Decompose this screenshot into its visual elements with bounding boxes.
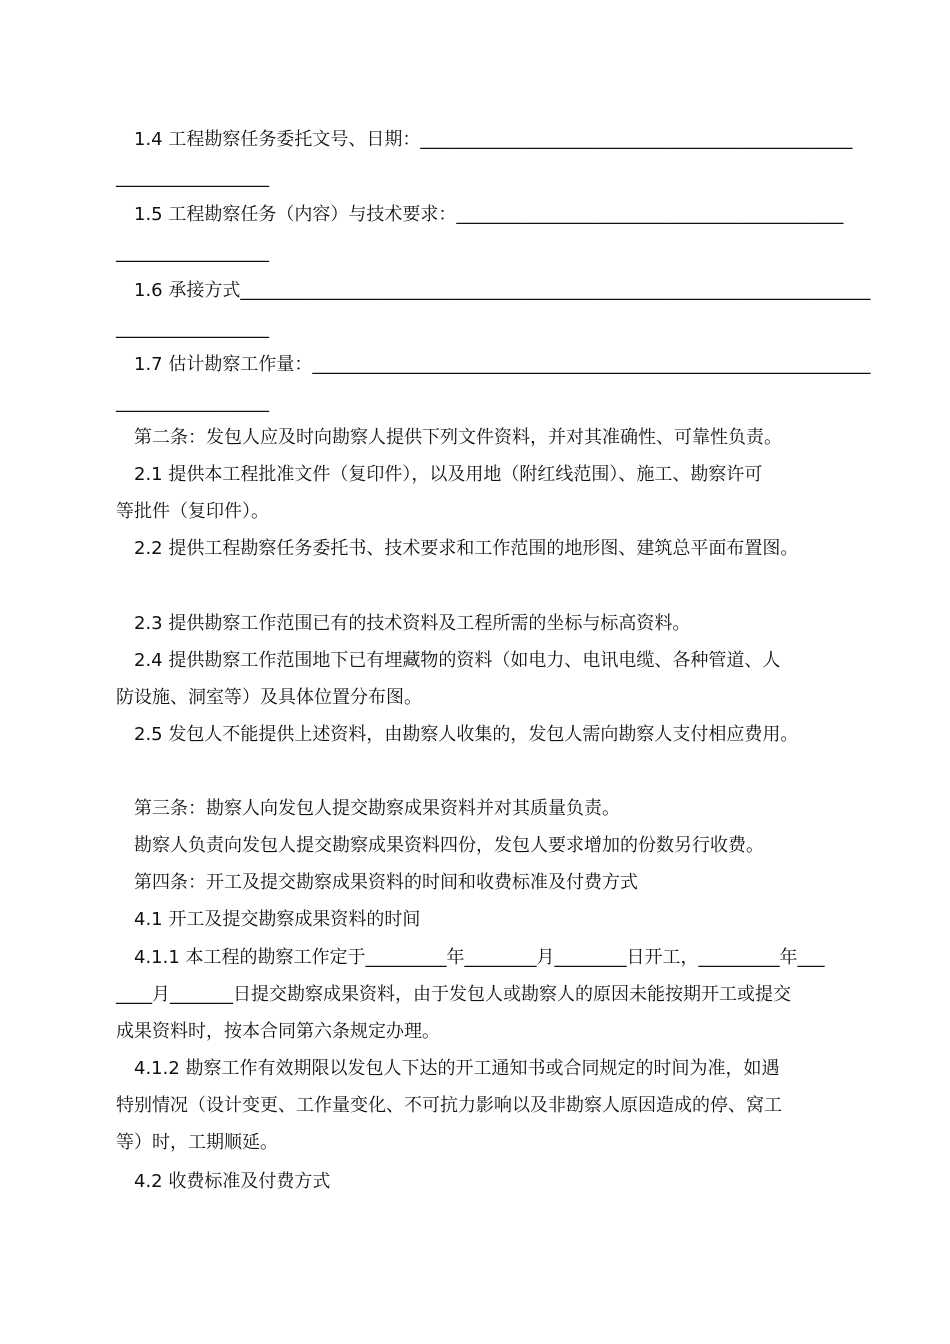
clause-4-1-2-continuation-2: 等）时，工期顺延。 <box>116 1132 278 1153</box>
article-3-heading: 第三条：勘察人向发包人提交勘察成果资料并对其质量负责。 <box>134 798 620 819</box>
clause-4-2: 4.2 收费标准及付费方式 <box>134 1171 331 1192</box>
clause-4-1-1-continuation: ____月_______日提交勘察成果资料，由于发包人或勘察人的原因未能按期开工或提交 <box>116 984 791 1005</box>
clause-4-1-1: 4.1.1 本工程的勘察工作定于_________年________月________日开工，_________年___ <box>134 947 825 968</box>
clause-2-1-continuation: 等批件（复印件）。 <box>116 501 269 522</box>
clause-4-1-2: 4.1.2 勘察工作有效期限以发包人下达的开工通知书或合同规定的时间为准，如遇 <box>134 1058 780 1079</box>
clause-1-6: 1.6 承接方式______________________________________________________________________ <box>134 280 871 301</box>
clause-4-1: 4.1 开工及提交勘察成果资料的时间 <box>134 909 421 930</box>
clause-1-4-continuation: _________________ <box>116 167 269 188</box>
clause-2-4-continuation: 防设施、洞室等）及具体位置分布图。 <box>116 687 422 708</box>
article-2-heading: 第二条：发包人应及时向勘察人提供下列文件资料，并对其准确性、可靠性负责。 <box>134 427 782 448</box>
clause-2-1: 2.1 提供本工程批准文件（复印件），以及用地（附红线范围）、施工、勘察许可 <box>134 464 763 485</box>
clause-1-6-continuation: _________________ <box>116 318 269 339</box>
article-4-heading: 第四条：开工及提交勘察成果资料的时间和收费标准及付费方式 <box>134 872 638 893</box>
clause-1-4: 1.4 工程勘察任务委托文号、日期：________________________________________________ <box>134 129 853 150</box>
clause-2-3: 2.3 提供勘察工作范围已有的技术资料及工程所需的坐标与标高资料。 <box>134 613 691 634</box>
article-3-body: 勘察人负责向发包人提交勘察成果资料四份，发包人要求增加的份数另行收费。 <box>134 835 764 856</box>
clause-2-5: 2.5 发包人不能提供上述资料，由勘察人收集的，发包人需向勘察人支付相应费用。 <box>134 724 799 745</box>
clause-4-1-2-continuation: 特别情况（设计变更、工作量变化、不可抗力影响以及非勘察人原因造成的停、窝工 <box>116 1095 782 1116</box>
clause-1-7-continuation: _________________ <box>116 392 269 413</box>
clause-1-7: 1.7 估计勘察工作量：______________________________________________________________ <box>134 354 871 375</box>
clause-4-1-1-continuation-2: 成果资料时，按本合同第六条规定办理。 <box>116 1021 440 1042</box>
clause-2-2: 2.2 提供工程勘察任务委托书、技术要求和工作范围的地形图、建筑总平面布置图。 <box>134 538 799 559</box>
clause-2-4: 2.4 提供勘察工作范围地下已有埋藏物的资料（如电力、电讯电缆、各种管道、人 <box>134 650 781 671</box>
clause-1-5-continuation: _________________ <box>116 242 269 263</box>
clause-1-5: 1.5 工程勘察任务（内容）与技术要求：___________________________________________ <box>134 204 844 225</box>
